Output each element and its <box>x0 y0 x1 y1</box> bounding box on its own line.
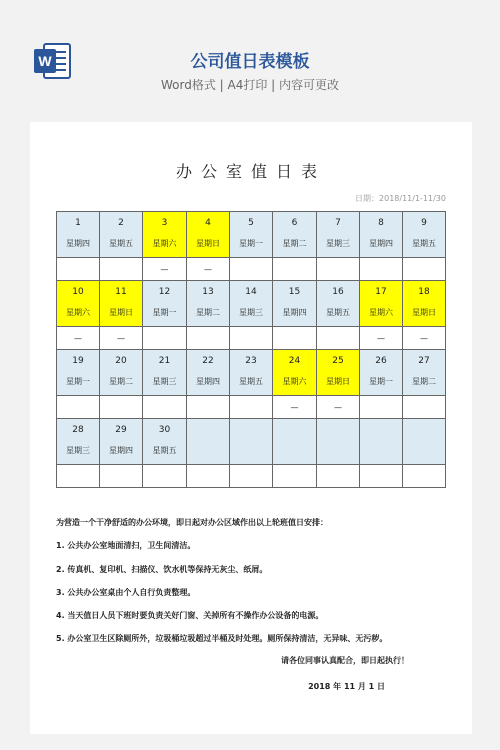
weekday-label: 星期六 <box>369 308 393 317</box>
calendar-day-cell <box>403 212 446 258</box>
weekday-label: 星期一 <box>66 377 90 386</box>
svg-text:W: W <box>38 53 52 69</box>
day-number: 25 <box>332 356 344 366</box>
banner-subtitle: Word格式 | A4打印 | 内容可更改 <box>160 78 340 92</box>
weekday-label: 星期一 <box>152 308 177 317</box>
calendar-day-cell <box>57 212 100 258</box>
calendar-day-cell <box>273 212 317 258</box>
duty-cell[interactable] <box>317 258 360 281</box>
day-number: 16 <box>332 287 344 297</box>
duty-cell[interactable] <box>100 396 143 419</box>
weekday-label: 星期日 <box>326 377 350 386</box>
weekday-label: 星期六 <box>152 239 177 248</box>
duty-cell[interactable] <box>230 327 273 350</box>
duty-calendar <box>56 211 446 488</box>
weekday-label: 星期二 <box>282 239 307 248</box>
document-title: 办公室值日表 <box>175 162 326 181</box>
day-number: 2 <box>118 218 124 228</box>
closing-text: 请各位同事认真配合，即日起执行！ <box>281 656 409 665</box>
day-number: 3 <box>161 218 168 228</box>
calendar-day-cell <box>143 212 187 258</box>
calendar-day-cell <box>143 419 187 465</box>
calendar-day-cell <box>360 281 403 327</box>
duty-cell[interactable] <box>360 465 403 488</box>
day-number: 22 <box>202 356 214 366</box>
calendar-duty-row <box>57 258 446 281</box>
weekday-label: 星期四 <box>282 308 307 317</box>
calendar-empty-cell <box>403 419 446 465</box>
day-number: 5 <box>248 218 254 228</box>
calendar-empty-cell <box>230 419 273 465</box>
day-number: 9 <box>421 218 427 228</box>
calendar-empty-cell <box>273 419 317 465</box>
notes-item: 3. 公共办公室桌由个人自行负责整理。 <box>56 588 196 597</box>
day-number: 28 <box>72 425 84 435</box>
day-number: 14 <box>245 287 257 297</box>
day-number: 6 <box>291 218 298 228</box>
weekday-label: 星期二 <box>412 377 436 386</box>
duty-cell[interactable] <box>317 465 360 488</box>
weekday-label: 星期四 <box>369 239 393 248</box>
duty-cell[interactable]: — <box>360 327 403 350</box>
notes-item: 2. 传真机、复印机、扫描仪、饮水机等保持无灰尘、纸屑。 <box>56 565 268 574</box>
calendar-duty-row <box>57 396 446 419</box>
calendar-day-row <box>57 212 446 258</box>
weekday-label: 星期六 <box>282 377 307 386</box>
calendar-day-cell <box>230 281 273 327</box>
calendar-day-cell <box>57 281 100 327</box>
day-number: 26 <box>375 356 387 366</box>
banner-title: 公司值日表模板 <box>190 52 310 72</box>
duty-cell[interactable] <box>273 327 317 350</box>
day-number: 11 <box>115 287 127 297</box>
duty-cell[interactable] <box>403 258 446 281</box>
calendar-day-cell <box>100 281 143 327</box>
notes-item: 4. 当天值日人员下班时要负责关好门窗、关掉所有不操作办公设备的电源。 <box>56 611 324 620</box>
weekday-label: 星期五 <box>152 446 177 455</box>
weekday-label: 星期二 <box>196 308 220 317</box>
weekday-label: 星期五 <box>239 377 263 386</box>
duty-cell[interactable] <box>230 465 273 488</box>
weekday-label: 星期四 <box>66 239 90 248</box>
notes-intro: 为营造一个干净舒适的办公环境，即日起对办公区域作出以上轮班值日安排： <box>56 518 328 527</box>
weekday-label: 星期三 <box>239 308 263 317</box>
day-number: 18 <box>418 287 430 297</box>
sign-date: 2018 年 11 月 1 日 <box>308 682 385 691</box>
duty-cell[interactable] <box>143 396 187 419</box>
document-page <box>30 122 472 734</box>
weekday-label: 星期五 <box>412 239 436 248</box>
calendar-day-cell <box>100 419 143 465</box>
calendar-empty-cell <box>317 419 360 465</box>
day-number: 21 <box>158 356 171 366</box>
day-number: 24 <box>288 356 301 366</box>
page-header <box>0 0 500 120</box>
notes-item: 1. 公共办公室地面清扫，卫生间清洁。 <box>56 541 196 550</box>
day-number: 1 <box>75 218 81 228</box>
duty-cell[interactable]: — <box>403 327 446 350</box>
duty-cell[interactable] <box>317 327 360 350</box>
weekday-label: 星期一 <box>239 239 263 248</box>
duty-cell[interactable] <box>143 465 187 488</box>
weekday-label: 星期四 <box>196 377 220 386</box>
day-number: 30 <box>158 425 171 435</box>
day-number: 27 <box>418 356 430 366</box>
weekday-label: 星期六 <box>66 308 90 317</box>
day-number: 7 <box>335 218 341 228</box>
weekday-label: 星期二 <box>109 377 133 386</box>
duty-cell[interactable] <box>57 396 100 419</box>
calendar-empty-cell <box>360 419 403 465</box>
day-number: 23 <box>245 356 257 366</box>
duty-cell[interactable] <box>57 465 100 488</box>
day-number: 29 <box>115 425 127 435</box>
duty-cell[interactable] <box>100 258 143 281</box>
duty-cell[interactable]: — <box>57 327 100 350</box>
calendar-duty-row <box>57 327 446 350</box>
day-number: 20 <box>115 356 127 366</box>
calendar-day-cell <box>100 212 143 258</box>
calendar-day-cell <box>273 281 317 327</box>
calendar-empty-cell <box>187 419 230 465</box>
calendar-day-cell <box>230 350 273 396</box>
weekday-label: 星期日 <box>412 308 436 317</box>
notes-item: 5. 办公室卫生区除厕所外，垃圾桶垃圾超过半桶及时处理。厕所保持清洁，无异味、无污秽。 <box>56 634 388 643</box>
calendar-day-cell <box>317 281 360 327</box>
duty-cell[interactable] <box>273 465 317 488</box>
duty-cell[interactable] <box>360 396 403 419</box>
duty-cell[interactable] <box>230 258 273 281</box>
weekday-label: 星期三 <box>152 377 177 386</box>
calendar-day-row <box>57 419 446 465</box>
calendar-day-cell <box>273 350 317 396</box>
duty-cell[interactable] <box>100 465 143 488</box>
weekday-label: 星期四 <box>109 446 133 455</box>
duty-cell[interactable]: — <box>187 258 230 281</box>
duty-cell[interactable] <box>360 258 403 281</box>
calendar-day-cell <box>187 350 230 396</box>
weekday-label: 星期五 <box>109 239 133 248</box>
calendar-day-cell <box>403 281 446 327</box>
calendar-day-cell <box>187 281 230 327</box>
calendar-day-cell <box>360 350 403 396</box>
duty-cell[interactable] <box>187 465 230 488</box>
duty-cell[interactable] <box>187 396 230 419</box>
calendar-day-cell <box>100 350 143 396</box>
duty-cell[interactable] <box>230 396 273 419</box>
duty-cell[interactable] <box>57 258 100 281</box>
duty-cell[interactable]: — <box>143 258 187 281</box>
duty-cell[interactable] <box>403 396 446 419</box>
day-number: 19 <box>72 356 84 366</box>
weekday-label: 星期三 <box>326 239 350 248</box>
date-range: 日期：2018/11/1-11/30 <box>355 194 446 203</box>
calendar-day-cell <box>360 212 403 258</box>
day-number: 12 <box>158 287 171 297</box>
day-number: 17 <box>375 287 387 297</box>
day-number: 10 <box>72 287 84 297</box>
duty-cell[interactable] <box>403 465 446 488</box>
duty-cell[interactable] <box>187 327 230 350</box>
weekday-label: 星期日 <box>109 308 133 317</box>
duty-cell[interactable]: — <box>317 396 360 419</box>
calendar-day-cell <box>143 281 187 327</box>
day-number: 4 <box>205 218 211 228</box>
calendar-day-cell <box>57 419 100 465</box>
weekday-label: 星期一 <box>369 377 393 386</box>
calendar-day-row <box>57 281 446 327</box>
duty-cell[interactable]: — <box>100 327 143 350</box>
calendar-day-cell <box>187 212 230 258</box>
calendar-day-cell <box>317 350 360 396</box>
calendar-day-cell <box>403 350 446 396</box>
duty-cell[interactable] <box>273 258 317 281</box>
calendar-duty-row <box>57 465 446 488</box>
day-number: 15 <box>288 287 301 297</box>
calendar-day-cell <box>317 212 360 258</box>
day-number: 13 <box>202 287 214 297</box>
calendar-day-cell <box>57 350 100 396</box>
weekday-label: 星期日 <box>196 239 220 248</box>
weekday-label: 星期三 <box>66 446 90 455</box>
weekday-label: 星期五 <box>326 308 350 317</box>
calendar-day-row <box>57 350 446 396</box>
day-number: 8 <box>378 218 384 228</box>
duty-cell[interactable] <box>143 327 187 350</box>
calendar-day-cell <box>230 212 273 258</box>
calendar-day-cell <box>143 350 187 396</box>
duty-cell[interactable]: — <box>273 396 317 419</box>
